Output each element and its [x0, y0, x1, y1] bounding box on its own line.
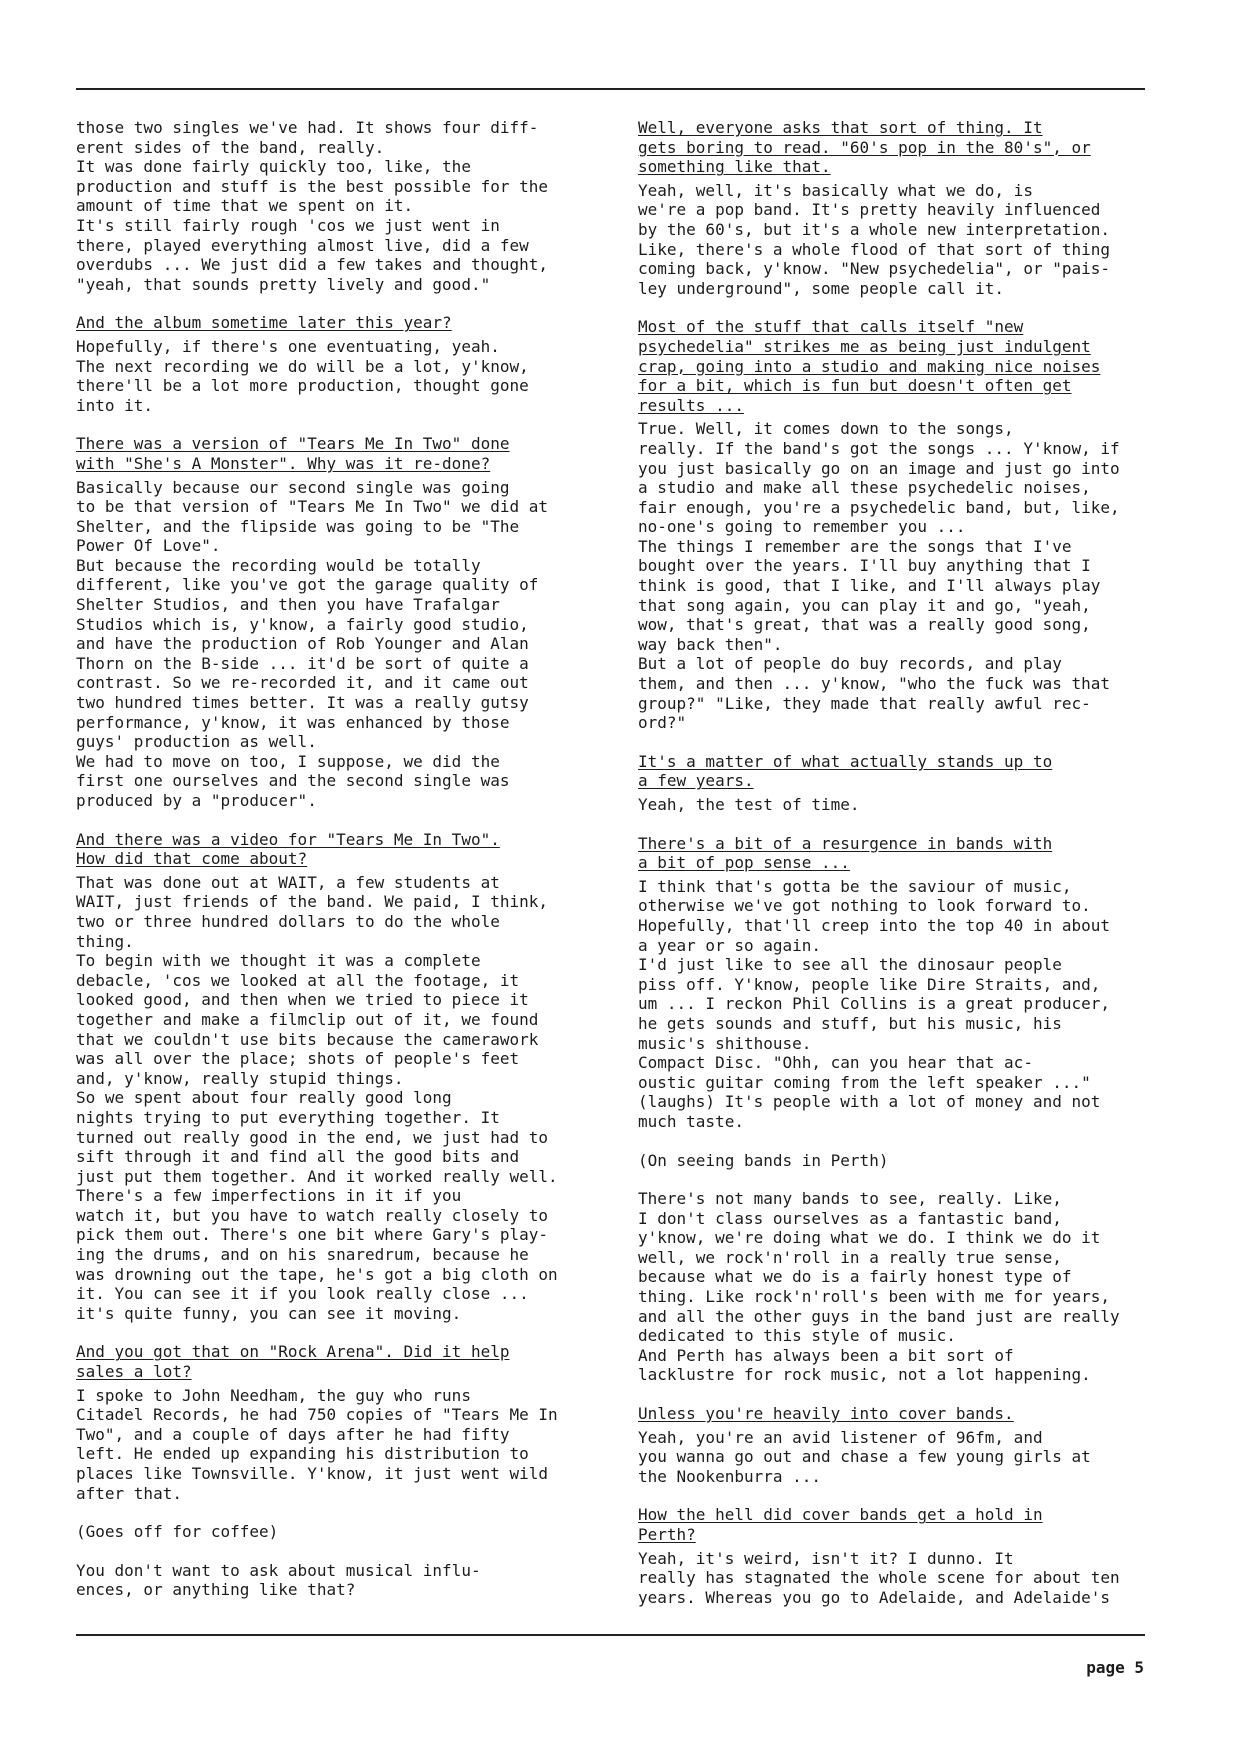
interview-answer: True. Well, it comes down to the songs, really. If the band's got the songs ... Y'know, if you just basically go on an image and just go into a studio and make all these psychedelic noises, fair enough, you're a psychedelic band, but, like, no-one's going to remember you ... The things I remember are the songs that I've bought over the years. I'll buy anything that I think is good, that I like, and I'll always play that song again, you can play it and go, "yeah, wow, that's great, that was a really good song, way back then". But a lot of people do buy records, and play them, and then ... y'know, "who the fuck was that group?" "Like, they made that really awful rec- ord?": [638, 419, 1120, 733]
interview-answer: There's not many bands to see, really. Like, I don't class ourselves as a fantastic band, y'know, we're doing what we do. I think we do it well, we rock'n'roll in a really true sense, because what we do is a fairly honest type of thing. Like rock'n'roll's been with me for years, and all the other guys in the band just are really dedicated to this style of music. And Perth has always been a bit sort of lacklustre for rock music, not a lot happening.: [638, 1189, 1120, 1385]
interview-answer: (Goes off for coffee): [76, 1522, 279, 1542]
interview-question: And there was a video for "Tears Me In Two". How did that come about?: [76, 829, 500, 869]
top-rule: [76, 88, 1145, 90]
interview-question: Most of the stuff that calls itself "new psychedelia" strikes me as being just indulgent crap, going into a studio and making nice noises for a bit, which is fun but doesn't often get results ...: [638, 317, 1101, 415]
interview-question: There was a version of "Tears Me In Two" done with "She's A Monster". Why was it re-done?: [76, 434, 510, 473]
interview-answer: Hopefully, if there's one eventuating, yeah. The next recording we do will be a lot, y'know, there'll be a lot more production, thought gone into it.: [76, 336, 529, 415]
left-column: [76, 118, 576, 1600]
interview-question: Unless you're heavily into cover bands.: [638, 1404, 1014, 1424]
interview-answer: Basically because our second single was going to be that version of "Tears Me In Two" we did at Shelter, and the flipside was going to be "The Power Of Love". But because the recording would be totally different, like you've got the garage quality of Shelter Studios, and then you have Trafalgar Studios which is, y'know, a fairly good studio, and have the production of Rob Younger and Alan Thorn on the B-side ... it'd be sort of quite a contrast. So we re-recorded it, and it came out two hundred times better. It was a really gutsy performance, y'know, it was enhanced by those guys' production as well. We had to move on too, I suppose, we did the first one ourselves and the second single was produced by a "producer".: [76, 477, 549, 810]
interview-answer: those two singles we've had. It shows four diff- erent sides of the band, really. It was done fairly quickly too, like, the production and stuff is the best possible for the amount of time that we spent on it. It's still fairly rough 'cos we just went in there, played everything almost live, did a few overdubs ... We just did a few takes and thought, "yeah, that sounds pretty lively and good.": [76, 118, 549, 294]
interview-answer: I think that's gotta be the saviour of music, otherwise we've got nothing to look forward to. Hopefully, that'll creep into the top 40 in about a year or so again. I'd just like to see all the dinosaur people piss off. Y'know, people like Dire Straits, and, um ... I reckon Phil Collins is a great producer, he gets sounds and stuff, but his music, his music's shithouse. Compact Disc. "Ohh, can you hear that ac- oustic guitar coming from the left speaker ..." (laughs) It's people with a lot of money and not much taste.: [638, 876, 1111, 1131]
interview-answer: I spoke to John Needham, the guy who runs Citadel Records, he had 750 copies of "Tears Me In Two", and a couple of days after he had fifty left. He ended up expanding his distribution to places like Townsville. Y'know, it just went wild after that.: [76, 1385, 558, 1503]
interview-question: How the hell did cover bands get a hold in Perth?: [638, 1505, 1043, 1544]
interview-answer: Yeah, you're an avid listener of 96fm, and you wanna go out and chase a few young girls at the Nookenburra ...: [638, 1427, 1091, 1486]
right-column: [638, 118, 1138, 1607]
interview-answer: (On seeing bands in Perth): [638, 1150, 889, 1170]
page-number: page 5: [1086, 1658, 1144, 1677]
interview-question: Well, everyone asks that sort of thing. It gets boring to read. "60's pop in the 80's", or something like that.: [638, 118, 1091, 177]
interview-question: And the album sometime later this year?: [76, 313, 452, 333]
interview-question: It's a matter of what actually stands up to a few years.: [638, 751, 1053, 791]
interview-answer: Yeah, well, it's basically what we do, is we're a pop band. It's pretty heavily influenced by the 60's, but it's a whole new interpretation. Like, there's a whole flood of that sort of thing coming back, y'know. "New psychedelia", or "pais- ley underground", some people call it.: [638, 180, 1111, 298]
interview-answer: You don't want to ask about musical influ- ences, or anything like that?: [76, 1560, 481, 1600]
bottom-rule: [76, 1634, 1145, 1636]
interview-question: There's a bit of a resurgence in bands with a bit of pop sense ...: [638, 833, 1053, 873]
interview-question: And you got that on "Rock Arena". Did it help sales a lot?: [76, 1342, 510, 1382]
interview-answer: That was done out at WAIT, a few students at WAIT, just friends of the band. We paid, I think, two or three hundred dollars to do the whole thing. To begin with we thought it was a complete debacle, 'cos we looked at all the footage, it looked good, and then when we tried to piece it together and make a filmclip out of it, we found that we couldn't use bits because the camerawork was all over the place; shots of people's feet and, y'know, really stupid things. So we spent about four really good long nights trying to put everything together. It turned out really good in the end, we just had to sift through it and find all the good bits and just put them together. And it worked really well. There's a few imperfections in it if you watch it, but you have to watch really closely to pick them out. There's one bit where Gary's play- ing the drums, and on his snaredrum, because he was drowning out the tape, he's got a big cloth on it. You can see it if you look really close ... it's quite funny, you can see it moving.: [76, 872, 558, 1323]
interview-answer: Yeah, it's weird, isn't it? I dunno. It really has stagnated the whole scene for about ten years. Whereas you go to Adelaide, and Adelaide's: [638, 1548, 1120, 1607]
interview-answer: Yeah, the test of time.: [638, 795, 860, 814]
